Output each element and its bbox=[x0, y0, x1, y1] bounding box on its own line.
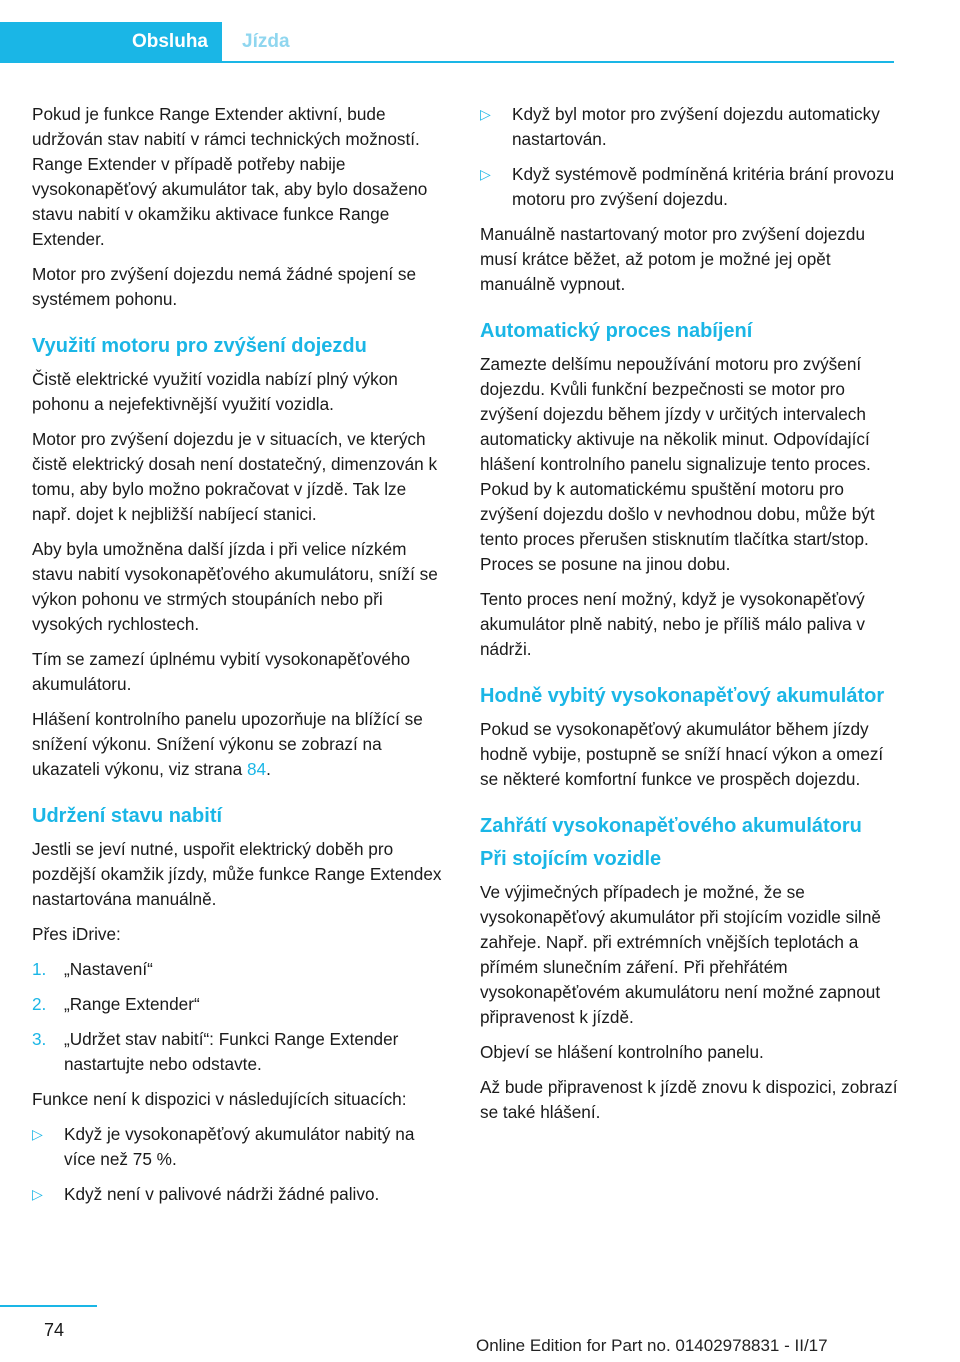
bullet-list bbox=[32, 1122, 450, 1207]
paragraph: Přes iDrive: bbox=[32, 924, 121, 944]
paragraph: Ve výjimečných případech je možné, že se vysokonapěťový akumulátor při stojícím vozidle silně zahřeje. Např. při extrémních vnějších teplotách a přímém slunečním záření. Při přehřátém vysokonapěťovém akumulátoru není možné zapnout připravenost k jízdě. bbox=[480, 882, 881, 1027]
section-heading: Hodně vybitý vysokonapěťový akumulátor bbox=[480, 685, 885, 707]
section-tab: Obsluha bbox=[0, 22, 222, 62]
triangle-bullet-icon: ▷ bbox=[32, 1126, 43, 1142]
subsection-tab: Jízda bbox=[242, 31, 290, 52]
paragraph: Pokud je funkce Range Extender aktivní, bude udržován stav nabití v rámci technických možností. Range Extender v případě potřeby nabije vysokonapěťový akumulátor tak, aby bylo dosaženo stavu nabití v okamžiku aktivace funkce Range Extender. bbox=[32, 104, 428, 249]
step-text: „Udržet stav nabití“: Funkci Range Extender nastartujte nebo odstavte. bbox=[64, 1029, 399, 1074]
paragraph: Funkce není k dispozici v následujících situacích: bbox=[32, 1089, 407, 1109]
paragraph: Objeví se hlášení kontrolního panelu. bbox=[480, 1042, 764, 1062]
paragraph: Čistě elektrické využití vozidla nabízí plný výkon pohonu a nejefektivnější využití vozidla. bbox=[32, 369, 398, 414]
list-item bbox=[32, 1027, 450, 1077]
paragraph: Tento proces není možný, když je vysokonapěťový akumulátor plně nabitý, nebo je příliš málo paliva v nádrži. bbox=[480, 589, 866, 659]
paragraph: Pokud se vysokonapěťový akumulátor během jízdy hodně vybije, postupně se sníží hnací výkon a omezí se některé komfortní funkce ve prospěch dojezdu. bbox=[480, 719, 884, 789]
paragraph: Manuálně nastartovaný motor pro zvýšení dojezdu musí krátce běžet, až potom je možné jej opět manuálně vypnout. bbox=[480, 224, 866, 294]
triangle-bullet-icon: ▷ bbox=[480, 166, 491, 182]
list-item bbox=[32, 1122, 450, 1172]
triangle-bullet-icon: ▷ bbox=[32, 1186, 43, 1202]
list-item bbox=[480, 102, 900, 152]
section-heading: Automatický proces nabíjení bbox=[480, 320, 753, 342]
paragraph: Motor pro zvýšení dojezdu nemá žádné spojení se systémem pohonu. bbox=[32, 264, 417, 309]
step-number: 3. bbox=[32, 1029, 47, 1049]
paragraph: Zamezte delšímu nepoužívání motoru pro zvýšení dojezdu. Kvůli funkční bezpečnosti se motor pro zvýšení dojezdu během jízdy v určitých intervalech automaticky aktivuje na několik minut. Odpovídající hlášení kontrolního panelu signalizuje tento proces. Pokud by k automatickému spuštění motoru pro zvýšení dojezdu došlo v nevhodnou dobu, může být tento proces přerušen stisknutím tlačítka start/stop. Proces se posune na jinou dobu. bbox=[480, 354, 875, 574]
paragraph bbox=[32, 707, 450, 782]
step-text: „Range Extender“ bbox=[64, 994, 200, 1014]
edition-footer: Online Edition for Part no. 01402978831 - II/17 bbox=[476, 1336, 828, 1355]
step-number: 1. bbox=[32, 959, 47, 979]
right-column bbox=[480, 102, 900, 1135]
paragraph: Až bude připravenost k jízdě znovu k dispozici, zobrazí se také hlášení. bbox=[480, 1077, 898, 1122]
section-heading: Využití motoru pro zvýšení dojezdu bbox=[32, 335, 367, 357]
section-heading: Zahřátí vysokonapěťového akumulátoru bbox=[480, 815, 862, 837]
paragraph-end: . bbox=[266, 759, 271, 779]
left-column bbox=[32, 102, 450, 1217]
list-item bbox=[480, 162, 900, 212]
bullet-text: Když systémově podmíněná kritéria brání provozu motoru pro zvýšení dojezdu. bbox=[512, 164, 895, 209]
bullet-text: Když není v palivové nádrži žádné palivo. bbox=[64, 1184, 380, 1204]
triangle-bullet-icon: ▷ bbox=[480, 106, 491, 122]
paragraph: Motor pro zvýšení dojezdu je v situacích, ve kterých čistě elektrický dosah není dostatečný, dimenzován k tomu, aby bylo možno pokračovat v jízdě. Tak lze např. dojet k nejbližší nabíjecí stanici. bbox=[32, 429, 438, 524]
numbered-steps bbox=[32, 957, 450, 1077]
bullet-text: Když byl motor pro zvýšení dojezdu automaticky nastartován. bbox=[512, 104, 880, 149]
page-number: 74 bbox=[44, 1320, 65, 1340]
paragraph: Jestli se jeví nutné, uspořit elektrický doběh pro pozdější okamžik jízdy, může funkce Range Extendex nastartována manuálně. bbox=[32, 839, 442, 909]
step-text: „Nastavení“ bbox=[64, 959, 153, 979]
list-item bbox=[32, 957, 450, 982]
page-reference-link[interactable]: 84 bbox=[246, 759, 267, 779]
bullet-text: Když je vysokonapěťový akumulátor nabitý na více než 75 %. bbox=[64, 1124, 415, 1169]
subsection-heading: Při stojícím vozidle bbox=[480, 848, 662, 870]
header-rule bbox=[0, 61, 894, 63]
paragraph: Aby byla umožněna další jízda i při velice nízkém stavu nabití vysokonapěťového akumulátoru, sníží se výkon pohonu ve strmých stoupáních nebo při vysokých rychlostech. bbox=[32, 539, 438, 634]
bullet-list bbox=[480, 102, 900, 212]
list-item bbox=[32, 992, 450, 1017]
step-number: 2. bbox=[32, 994, 47, 1014]
paragraph: Tím se zamezí úplnému vybití vysokonapěťového akumulátoru. bbox=[32, 649, 411, 694]
list-item bbox=[32, 1182, 450, 1207]
section-heading: Udržení stavu nabití bbox=[32, 805, 223, 827]
footer-rule bbox=[0, 1305, 97, 1307]
paragraph-text: Hlášení kontrolního panelu upozorňuje na blížící se snížení výkonu. Snížení výkonu se zobrazí na ukazateli výkonu, viz strana bbox=[32, 709, 423, 779]
